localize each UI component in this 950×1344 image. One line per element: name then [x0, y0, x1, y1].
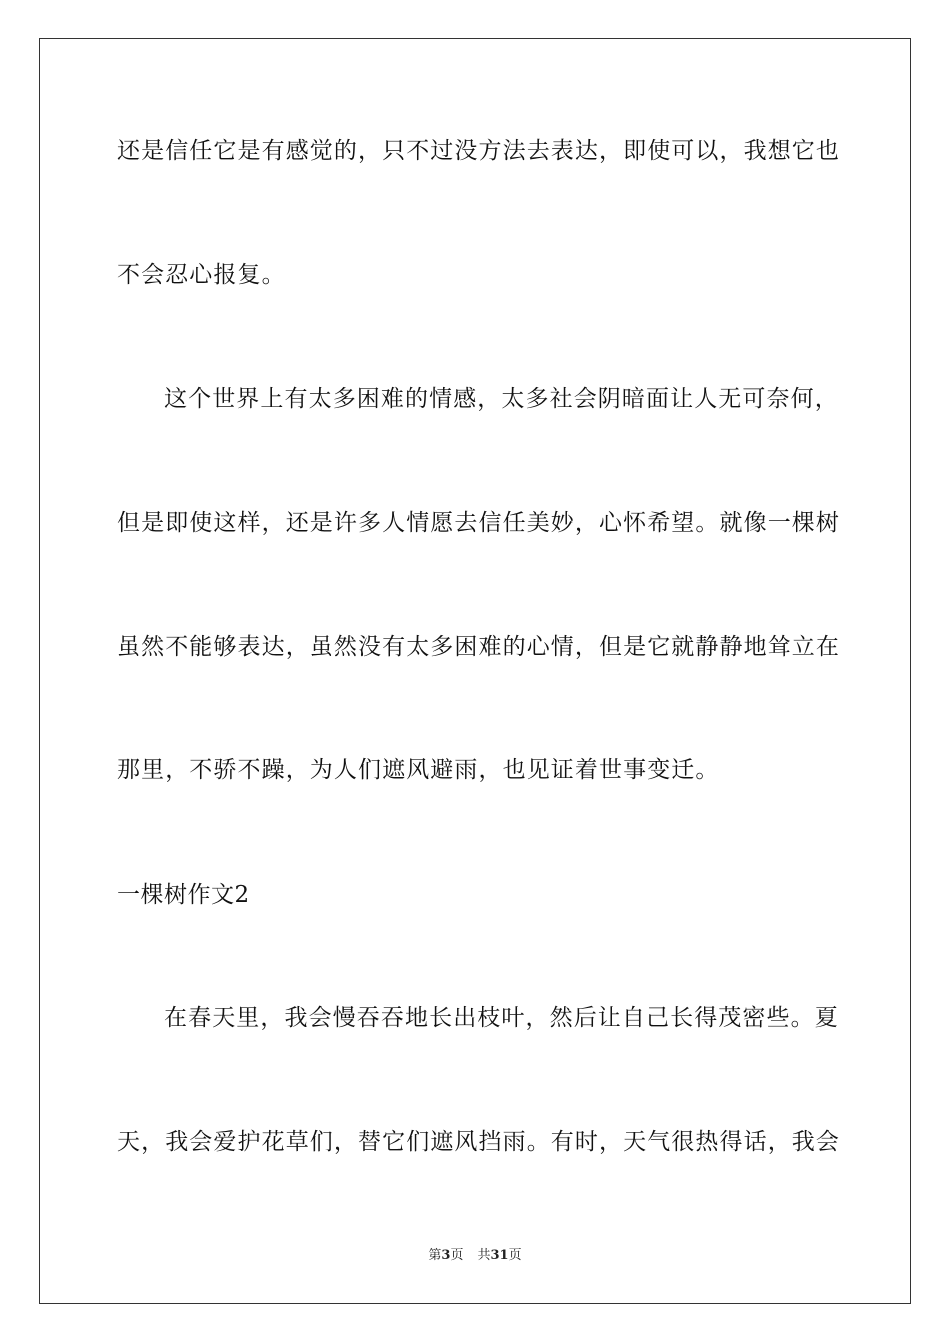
text-line-1: 还是信任它是有感觉的，只不过没方法去表达，即使可以，我想它也	[117, 138, 840, 164]
footer-total-pages: 31	[490, 1248, 509, 1263]
text-line-2: 不会忍心报复。	[117, 262, 286, 288]
paragraph-start-line: 这个世界上有太多困难的情感，太多社会阴暗面让人无可奈何，	[164, 386, 839, 412]
footer-total-suffix: 页	[508, 1248, 522, 1263]
paragraph-start-line-2: 在春天里，我会慢吞吞地长出枝叶，然后让自己长得茂密些。夏	[164, 1005, 839, 1031]
text-line-4: 但是即使这样，还是许多人情愿去信任美妙，心怀希望。就像一棵树	[117, 510, 840, 536]
text-line-5: 虽然不能够表达，虽然没有太多困难的心情，但是它就静静地耸立在	[117, 634, 840, 660]
page-border	[39, 38, 911, 1304]
section-heading: 一棵树作文2	[117, 882, 250, 908]
footer-page-number: 3	[441, 1248, 451, 1263]
text-line-9: 天，我会爱护花草们，替它们遮风挡雨。有时，天气很热得话，我会	[117, 1129, 840, 1155]
footer-page-prefix: 第	[428, 1248, 442, 1263]
footer-total-prefix: 共	[477, 1248, 491, 1263]
footer-page-suffix: 页	[450, 1248, 464, 1263]
page-footer	[0, 1247, 950, 1265]
text-line-6: 那里，不骄不躁，为人们遮风避雨，也见证着世事变迁。	[117, 757, 720, 783]
